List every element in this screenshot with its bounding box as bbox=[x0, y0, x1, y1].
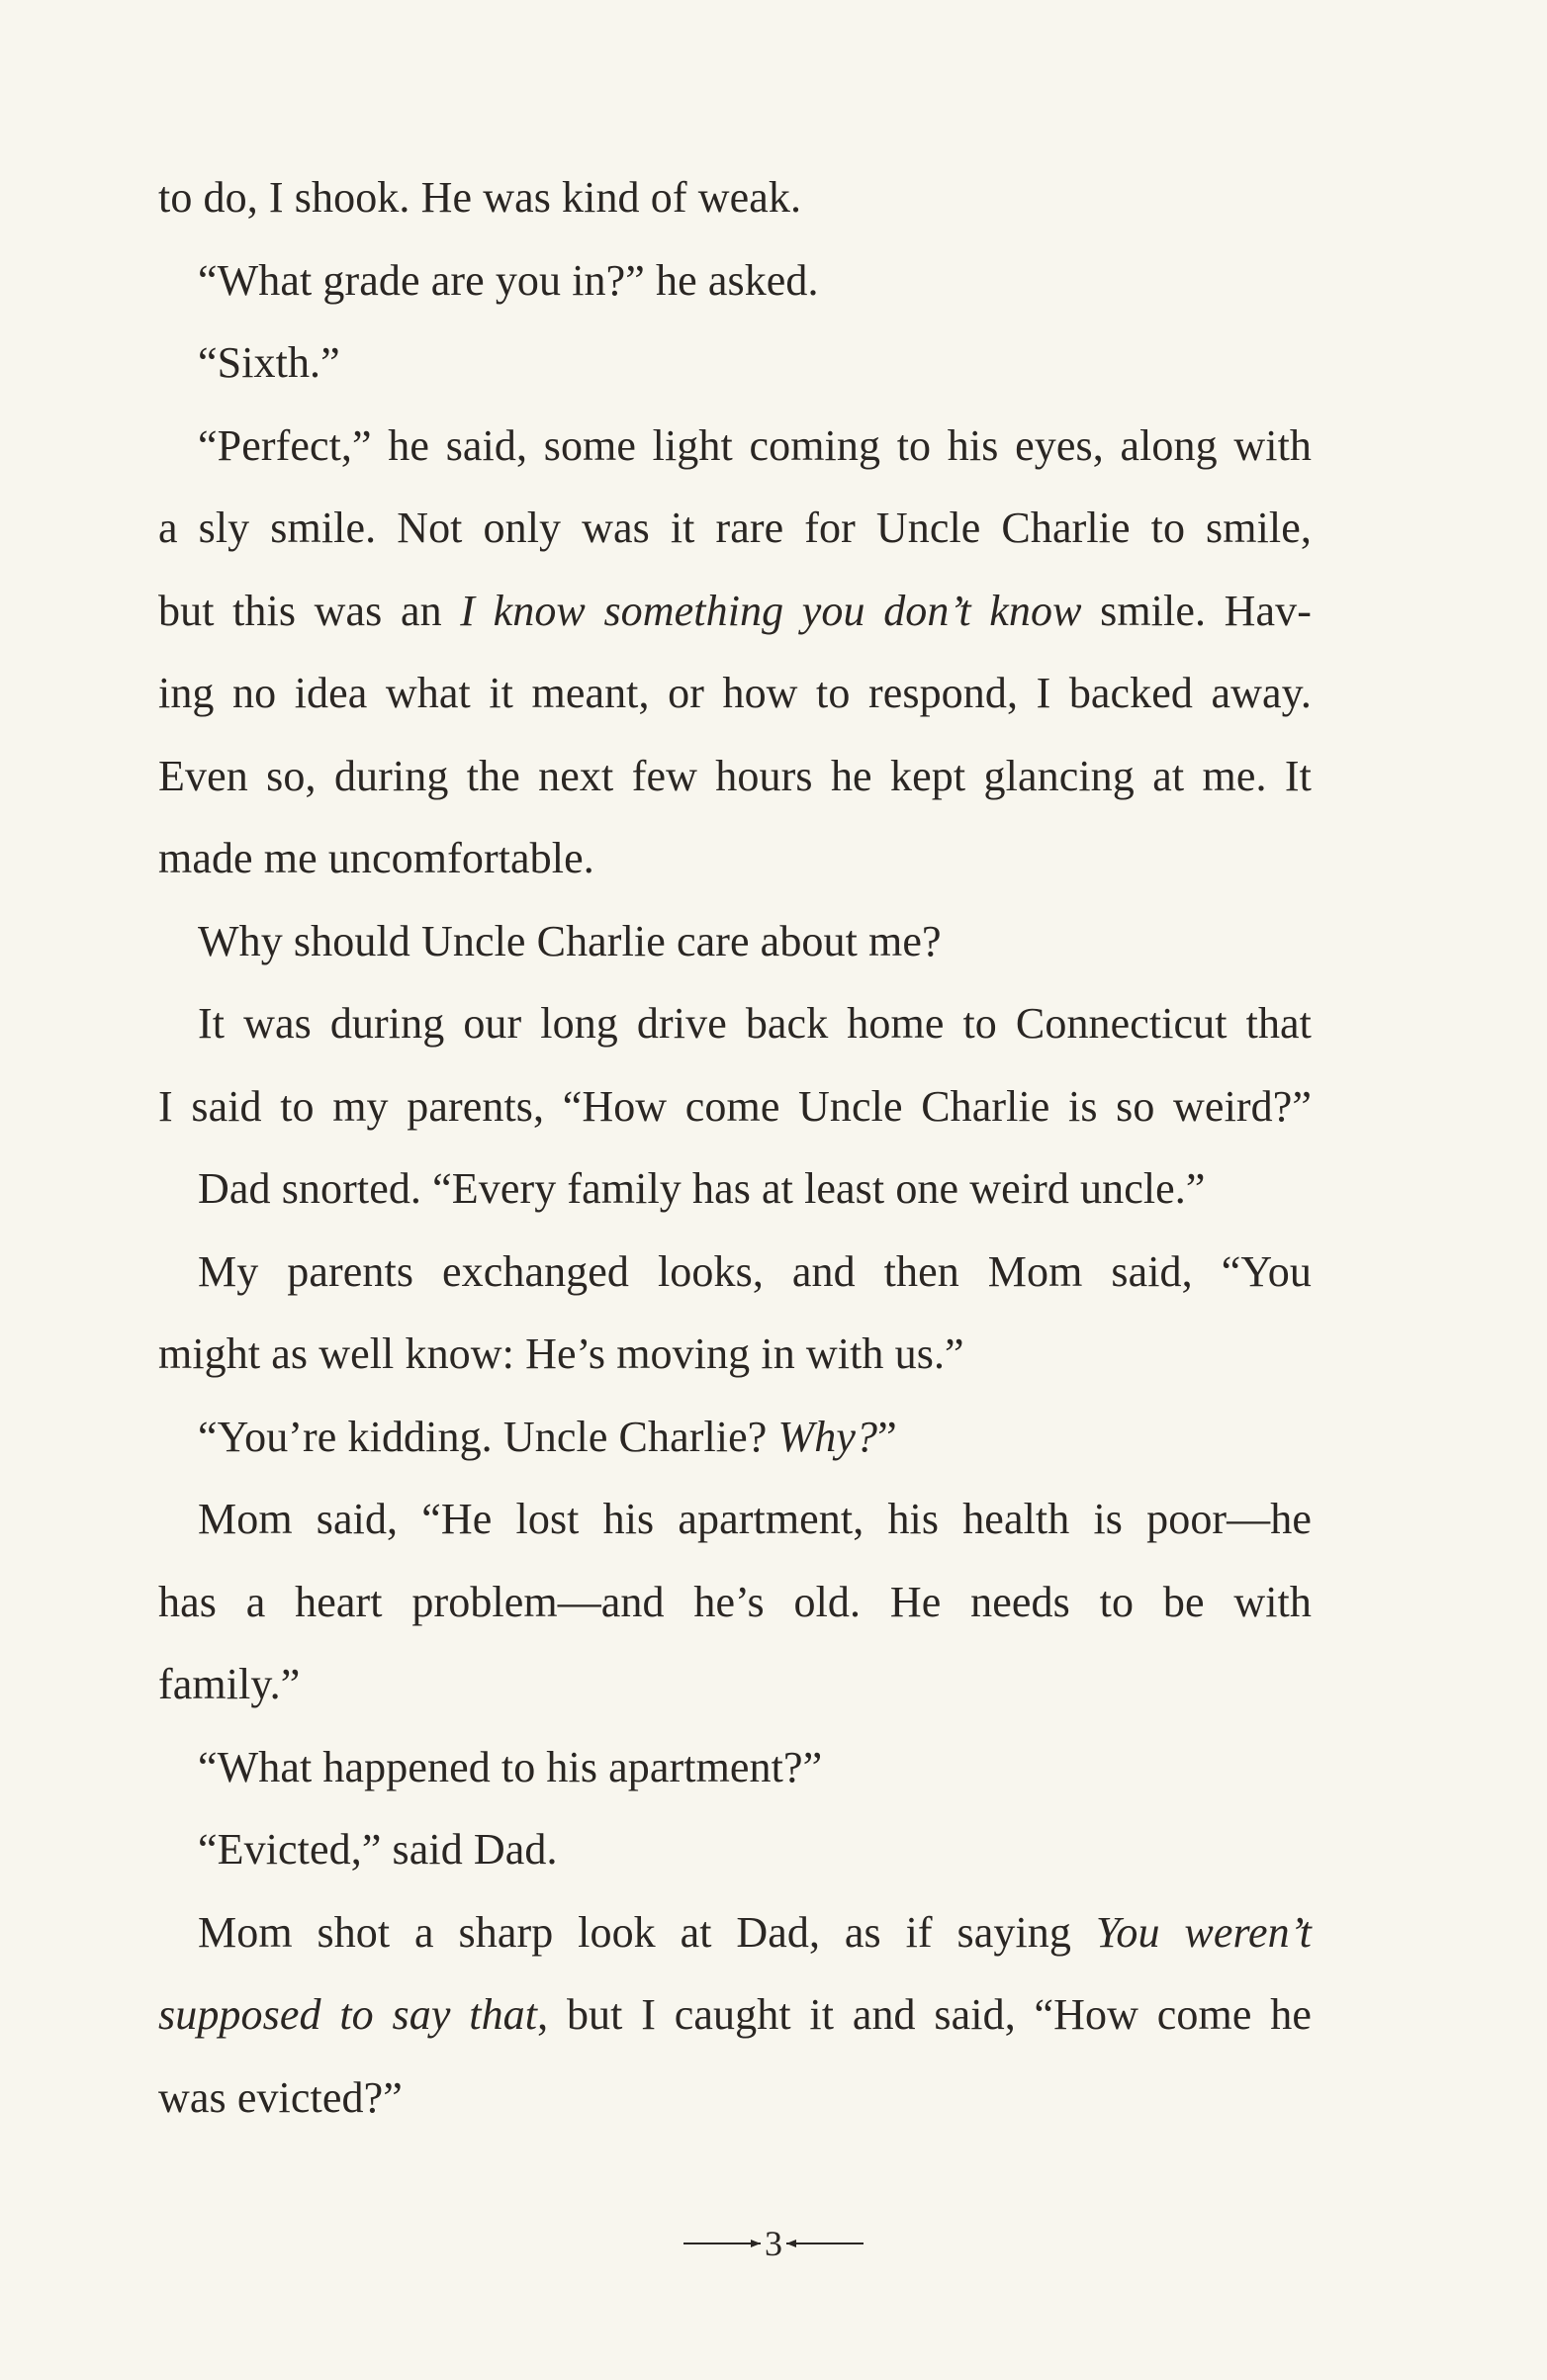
text-line: a sly smile. Not only was it rare for Uncle Charlie to smile, bbox=[158, 503, 1312, 552]
italic-text: supposed to say that bbox=[158, 1990, 538, 2039]
italic-text: You weren’t bbox=[1095, 1907, 1312, 1957]
folio-ornament-right bbox=[786, 2237, 864, 2250]
page-number: 3 bbox=[765, 2224, 782, 2263]
text-span: smile. Hav- bbox=[1081, 586, 1312, 635]
text-line: has a heart problem—and he’s old. He needs to be with bbox=[158, 1577, 1312, 1626]
text-line bbox=[158, 1891, 1312, 1974]
text-line: Mom said, “He lost his apartment, his health is poor—he bbox=[198, 1495, 1312, 1543]
text-line: Dad snorted. “Every family has at least one weird uncle.” bbox=[198, 1164, 1206, 1213]
italic-text: I know something you don’t know bbox=[460, 586, 1082, 635]
text-span: but this was an bbox=[158, 586, 461, 635]
text-line: Even so, during the next few hours he kept glancing at me. It bbox=[158, 751, 1312, 800]
text-span: “You’re kidding. Uncle Charlie? bbox=[198, 1412, 778, 1461]
text-line bbox=[158, 1396, 1312, 1479]
folio-ornament-left bbox=[683, 2237, 761, 2250]
text-line: Why should Uncle Charlie care about me? bbox=[198, 916, 942, 965]
text-line bbox=[158, 570, 1312, 653]
text-line: “Sixth.” bbox=[198, 338, 340, 387]
text-span: Mom shot a sharp look at Dad, as if saying bbox=[198, 1907, 1096, 1957]
text-line: was evicted?” bbox=[158, 2072, 403, 2122]
text-line: It was during our long drive back home to Connecticut that bbox=[198, 999, 1312, 1048]
text-line: “What happened to his apartment?” bbox=[198, 1742, 823, 1791]
text-line: might as well know: He’s moving in with us.” bbox=[158, 1329, 964, 1378]
text-line: made me uncomfortable. bbox=[158, 834, 594, 882]
page-folio bbox=[0, 2214, 1547, 2273]
text-span: , but I caught it and said, “How come he bbox=[537, 1990, 1312, 2039]
text-span: ” bbox=[877, 1412, 897, 1461]
text-line: “What grade are you in?” he asked. bbox=[198, 255, 819, 305]
text-line: “Evicted,” said Dad. bbox=[198, 1825, 558, 1874]
italic-text: Why? bbox=[777, 1412, 878, 1461]
text-line: “Perfect,” he said, some light coming to his eyes, along with bbox=[198, 420, 1312, 470]
text-line: to do, I shook. He was kind of weak. bbox=[158, 173, 802, 222]
text-line: I said to my parents, “How come Uncle Charlie is so weird?” bbox=[158, 1081, 1312, 1131]
text-line: My parents exchanged looks, and then Mom said, “You bbox=[198, 1246, 1312, 1296]
text-line: family.” bbox=[158, 1660, 301, 1708]
text-line bbox=[158, 1973, 1312, 2057]
text-line: ing no idea what it meant, or how to respond, I backed away. bbox=[158, 669, 1312, 717]
body-text bbox=[158, 156, 1312, 2139]
